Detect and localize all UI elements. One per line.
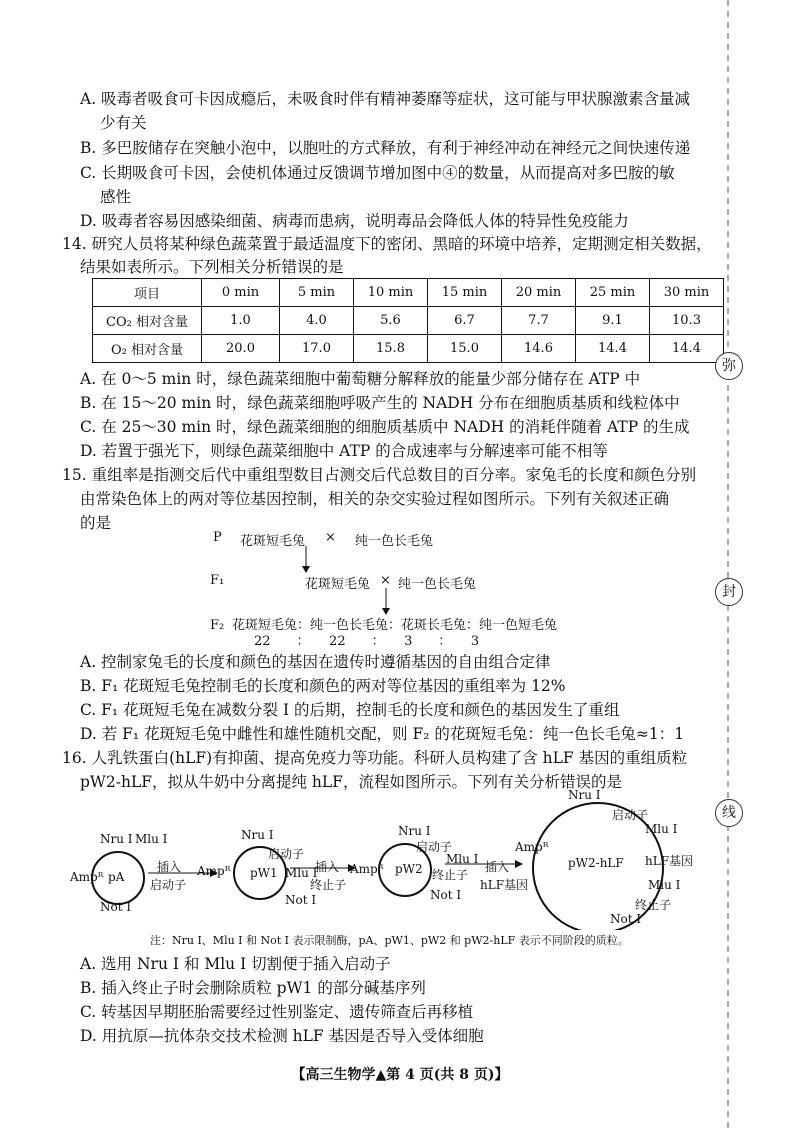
label-nrui: Nru Ⅰ bbox=[241, 828, 274, 842]
label-insert-terminator: 终止子 bbox=[310, 878, 347, 892]
q14-stem: 14. 研究人员将某种绿色蔬菜置于最适温度下的密闭、黑暗的环境中培养，定期测定相关数据， bbox=[62, 235, 712, 253]
table-header-cell: 10 min bbox=[354, 279, 428, 307]
p-right: 纯一色长毛兔 bbox=[355, 534, 434, 549]
label-pw1: pW1 bbox=[250, 866, 278, 880]
arrow-down-icon bbox=[380, 588, 400, 616]
q13-option-c-cont: 感性 bbox=[100, 188, 132, 206]
label-mlui: Mlu Ⅰ bbox=[648, 878, 681, 892]
table-cell: 14.6 bbox=[502, 335, 576, 363]
table-cell: 17.0 bbox=[280, 335, 354, 363]
times-sign: × bbox=[325, 530, 336, 545]
q16-option-b: B. 插入终止子时会删除质粒 pW1 的部分碱基序列 bbox=[80, 979, 426, 997]
label-terminator: 终止子 bbox=[635, 898, 672, 912]
q15-option-c: C. F₁ 花斑短毛兔在减数分裂 Ⅰ 的后期，控制毛的长度和颜色的基因发生了重组 bbox=[80, 701, 620, 719]
label-ampr: Ampᴿ bbox=[197, 864, 231, 878]
f2-ratio: 22 ： 22 ： 3 ： 3 bbox=[254, 634, 480, 649]
label-promoter: 启动子 bbox=[612, 808, 649, 822]
label-promoter: 启动子 bbox=[416, 840, 453, 854]
table-header-cell: 20 min bbox=[502, 279, 576, 307]
f1-label: F₁ bbox=[210, 573, 225, 588]
table-header-cell: 0 min bbox=[202, 279, 280, 307]
table-header-cell: 15 min bbox=[428, 279, 502, 307]
label-ampr: Ampᴿ bbox=[70, 870, 104, 884]
q13-option-b: B. 多巴胺储存在突触小泡中，以胞吐的方式释放，有利于神经冲动在神经元之间快速传递 bbox=[80, 139, 691, 157]
label-pa: pA bbox=[108, 870, 125, 884]
q16-option-c: C. 转基因早期胚胎需要经过性别鉴定、遗传筛查后再移植 bbox=[80, 1003, 474, 1021]
q14-option-b: B. 在 15～20 min 时，绿色蔬菜细胞呼吸产生的 NADH 分布在细胞质基质和线粒体中 bbox=[80, 394, 680, 412]
label-hlf-gene: hLF基因 bbox=[480, 878, 529, 892]
q14-stem-cont: 结果如表所示。下列相关分析错误的是 bbox=[80, 258, 344, 276]
label-pw2-hlf: pW2-hLF bbox=[568, 856, 624, 870]
table-cell: 4.0 bbox=[280, 307, 354, 335]
side-mark-xian: 线 bbox=[715, 799, 743, 827]
label-nrui: Nru Ⅰ bbox=[398, 824, 431, 838]
table-cell: 6.7 bbox=[428, 307, 502, 335]
table-header-cell: 项目 bbox=[93, 279, 202, 307]
table-cell: 15.8 bbox=[354, 335, 428, 363]
table-cell: 7.7 bbox=[502, 307, 576, 335]
q16-option-d: D. 用抗原—抗体杂交技术检测 hLF 基因是否导入受体细胞 bbox=[80, 1027, 484, 1045]
label-insert: 插入 bbox=[157, 860, 182, 874]
f1-right: 纯一色长毛兔 bbox=[398, 577, 477, 592]
label-ampr: Ampᴿ bbox=[350, 862, 384, 876]
q14-option-c: C. 在 25～30 min 时，绿色蔬菜细胞的细胞质基质中 NADH 的消耗伴随着 ATP 的生成 bbox=[80, 418, 690, 436]
table-cell: 9.1 bbox=[576, 307, 650, 335]
side-mark-mi: 弥 bbox=[715, 352, 743, 380]
table-cell: 1.0 bbox=[202, 307, 280, 335]
label-pw2: pW2 bbox=[395, 862, 423, 876]
label-hlf-gene-right: hLF基因 bbox=[645, 854, 694, 868]
diagram-note: 注：Nru Ⅰ、Mlu Ⅰ 和 Not Ⅰ 表示限制酶，pA、pW1、pW2 和 pW2-hLF 表示不同阶段的质粒。 bbox=[150, 934, 629, 947]
q13-option-a: A. 吸毒者吸食可卡因成瘾后，未吸食时伴有精神萎靡等症状，这可能与甲状腺激素含量减 bbox=[80, 90, 691, 108]
p-label: P bbox=[213, 530, 222, 545]
f2-types: 花斑短毛兔：纯一色长毛兔：花斑长毛兔：纯一色短毛兔 bbox=[232, 618, 558, 633]
label-insert: 插入 bbox=[315, 860, 340, 874]
page-footer: 【高三生物学▲第 4 页(共 8 页)】 bbox=[291, 1067, 509, 1083]
times-sign: × bbox=[380, 573, 391, 588]
table-cell: 15.0 bbox=[428, 335, 502, 363]
q13-option-a-cont: 少有关 bbox=[100, 114, 147, 132]
label-mlui: Mlu Ⅰ bbox=[135, 832, 168, 846]
table-header-cell: 30 min bbox=[650, 279, 724, 307]
table-cell: 10.3 bbox=[650, 307, 724, 335]
q16-stem-cont: pW2-hLF，拟从牛奶中分离提纯 hLF，流程如图所示。下列有关分析错误的是 bbox=[80, 773, 622, 791]
label-promoter: 启动子 bbox=[268, 847, 305, 861]
table-cell: O₂ 相对含量 bbox=[93, 335, 202, 363]
table-cell: CO₂ 相对含量 bbox=[93, 307, 202, 335]
q16-stem: 16. 人乳铁蛋白(hLF)有抑菌、提高免疫力等功能。科研人员构建了含 hLF 基因的重组质粒 bbox=[62, 749, 688, 767]
f1-left: 花斑短毛兔 bbox=[305, 577, 371, 592]
label-insert: 插入 bbox=[485, 860, 510, 874]
q13-option-c: C. 长期吸食可卡因，会使机体通过反馈调节增加图中④的数量，从而提高对多巴胺的敏 bbox=[80, 164, 675, 182]
label-noti: Not Ⅰ bbox=[285, 893, 317, 907]
label-terminator: 终止子 bbox=[432, 868, 469, 882]
side-mark-feng: 封 bbox=[715, 578, 743, 606]
table-cell: 5.6 bbox=[354, 307, 428, 335]
label-mlui: Mlu Ⅰ bbox=[645, 822, 678, 836]
q16-option-a: A. 选用 Nru Ⅰ 和 Mlu Ⅰ 切割便于插入启动子 bbox=[80, 955, 391, 973]
label-nrui: Nru Ⅰ bbox=[100, 832, 133, 846]
p-left: 花斑短毛兔 bbox=[240, 534, 306, 549]
table-header-cell: 25 min bbox=[576, 279, 650, 307]
q15-option-b: B. F₁ 花斑短毛兔控制毛的长度和颜色的两对等位基因的重组率为 12% bbox=[80, 677, 566, 695]
q13-option-d: D. 吸毒者容易因感染细菌、病毒而患病，说明毒品会降低人体的特异性免疫能力 bbox=[80, 212, 629, 230]
f2-label: F₂ bbox=[210, 618, 225, 633]
q15-option-d: D. 若 F₁ 花斑短毛兔中雌性和雄性随机交配，则 F₂ 的花斑短毛兔：纯一色长毛兔≈1：1 bbox=[80, 725, 685, 743]
q15-stem-cont2: 的是 bbox=[80, 514, 112, 532]
label-mlui: Mlu Ⅰ bbox=[446, 852, 479, 866]
label-noti: Not Ⅰ bbox=[100, 900, 132, 914]
label-insert-promoter: 启动子 bbox=[150, 878, 187, 892]
label-mlui: Mlu Ⅰ bbox=[285, 866, 318, 880]
table-cell: 20.0 bbox=[202, 335, 280, 363]
table-header-cell: 5 min bbox=[280, 279, 354, 307]
q14-option-a: A. 在 0～5 min 时，绿色蔬菜细胞中葡萄糖分解释放的能量少部分储存在 ATP 中 bbox=[80, 370, 641, 388]
q15-stem: 15. 重组率是指测交后代中重组型数目占测交后代总数目的百分率。家兔毛的长度和颜色分别 bbox=[62, 466, 697, 484]
binding-dashed-line bbox=[727, 0, 729, 1130]
label-nrui: Nru Ⅰ bbox=[568, 788, 601, 802]
label-ampr: Ampᴿ bbox=[515, 840, 549, 854]
table-cell: 14.4 bbox=[576, 335, 650, 363]
q14-option-d: D. 若置于强光下，则绿色蔬菜细胞中 ATP 的合成速率与分解速率可能不相等 bbox=[80, 442, 608, 460]
label-noti: Not Ⅰ bbox=[610, 912, 642, 926]
q15-option-a: A. 控制家兔毛的长度和颜色的基因在遗传时遵循基因的自由组合定律 bbox=[80, 653, 551, 671]
q15-stem-cont: 由常染色体上的两对等位基因控制，相关的杂交实验过程如图所示。下列有关叙述正确 bbox=[80, 490, 670, 508]
label-noti: Not Ⅰ bbox=[430, 888, 462, 902]
table-cell: 14.4 bbox=[650, 335, 724, 363]
q14-data-table bbox=[92, 278, 724, 363]
arrow-down-icon bbox=[300, 546, 320, 574]
